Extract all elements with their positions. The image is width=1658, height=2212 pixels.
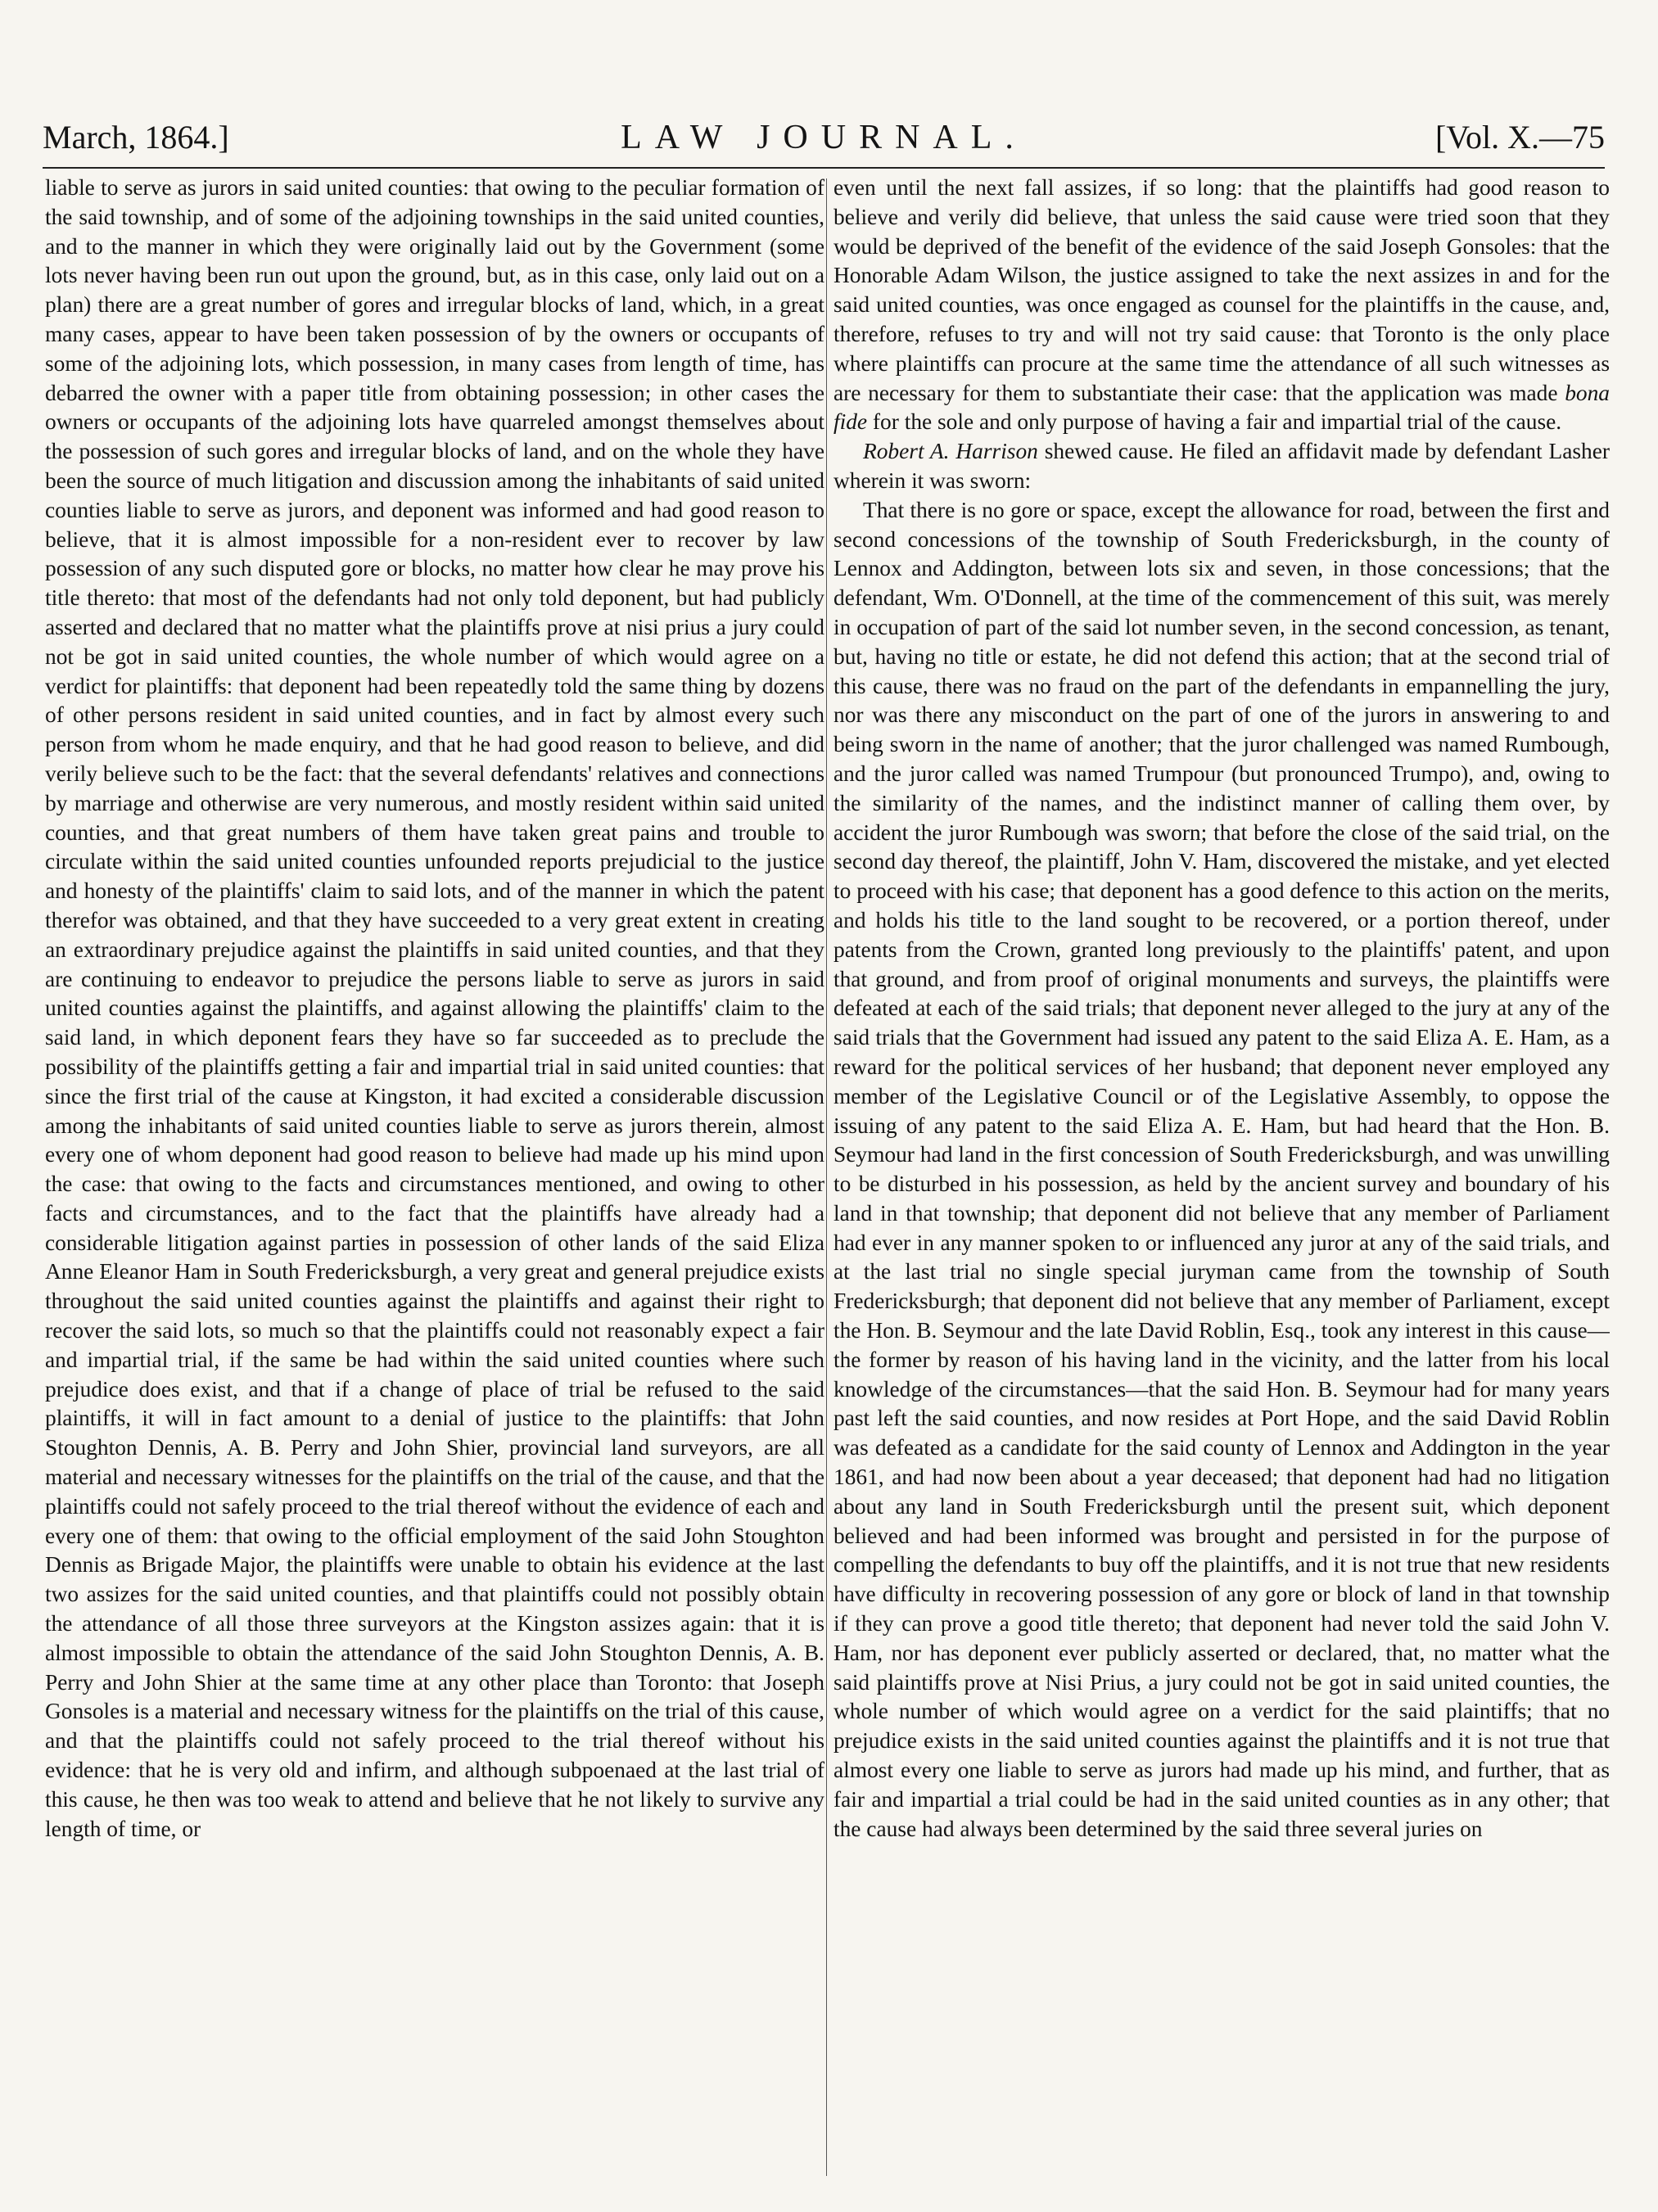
counsel-name: Robert A. Harrison xyxy=(863,439,1038,464)
latin-phrase: bona fide xyxy=(834,380,1610,435)
header-volume-page: [Vol. X.—75 xyxy=(1434,119,1605,156)
right-paragraph-1 xyxy=(834,174,1610,437)
left-column xyxy=(45,174,824,2181)
right-paragraph-2-text: shewed cause. He filed an affidavit made by defendant Lasher wherein it was sworn: xyxy=(834,439,1610,493)
right-paragraph-3: That there is no gore or space, except the allowance for road, between the first and second concessions of the township of South Fredericksburgh, in the county of Lennox and Addington, between lots six and seven, in those concessions; that the defendant, Wm. O'Donnell, at the time of the commencement of this suit, was merely in occupation of part of the said lot number seven, in the second concession, as tenant, but, having no title or estate, he did not defend this action; that at the second trial of this cause, there was no fraud on the part of the defendants in empannelling the jury, nor was there any misconduct on the part of one of the jurors in answering to and being sworn in the name of another; that the juror challenged was named Rumbough, and the juror called was named Trumpour (but pronounced Trumpo), and, owing to the similarity of the names, and the indistinct manner of calling them over, by accident the juror Rumbough was sworn; that before the close of the said trial, on the second day thereof, the plaintiff, John V. Ham, discovered the mistake, and yet elected to proceed with his case; that deponent has a good defence to this action on the merits, and holds his title to the land sought to be recovered, or a portion thereof, under patents from the Crown, granted long previously to the plaintiffs' patent, and upon that ground, and from proof of original monuments and surveys, the plaintiffs were defeated at each of the said trials; that deponent never alleged to the jury at any of the said trials that the Government had issued any patent to the said Eliza A. E. Ham, as a reward for the political services of her husband; that deponent never employed any member of the Legislative Council or of the Legislative Assembly, to oppose the issuing of any patent to the said Eliza A. E. Ham, but had heard that the Hon. B. Seymour had land in the first concession of South Fredericksburgh, and was unwilling to be disturbed in his possession, as held by the ancient survey and boundary of his land in that township; that deponent did not believe that any member of Parliament had ever in any manner spoken to or influenced any juror at any of the said trials, and at the last trial no single special juryman came from the township of South Fredericksburgh; that deponent did not believe that any member of Parliament, except the Hon. B. Seymour and the late David Roblin, Esq., took any interest in this cause—the former by reason of his having land in the vicinity, and the latter from his local knowledge of the circumstances—that the said Hon. B. Seymour had for many years past left the said counties, and now resides at Port Hope, and the said David Roblin was defeated as a candidate for the said county of Lennox and Addington in the year 1861, and had now been about a year deceased; that deponent had had no litigation about any land in South Fredericksburgh until the present suit, which deponent believed and had been informed was brought and persisted in for the purpose of compelling the defendants to buy off the plaintiffs, and it is not true that new residents have difficulty in recovering possession of any gore or block of land in that township if they can prove a good title thereto; that deponent had never told the said John V. Ham, nor has deponent ever publicly asserted or declared, that, no matter what the said plaintiffs prove at Nisi Prius, a jury could not be got in said united counties, the whole number of which would agree on a verdict for the said plaintiffs; that no prejudice exists in the said united counties against the plaintiffs and it is not true that almost every one liable to serve as jurors had made up his mind, and further, that as fair and impartial a trial could be had in the said united counties as in any other; that the cause had always been determined by the said three several juries on xyxy=(834,497,1610,1841)
right-column xyxy=(834,174,1610,2181)
right-paragraph-1-text: even until the next fall assizes, if so long: that the plaintiffs had good reason to believe and verily did believe, that unless the said cause were tried soon that they would be deprived of the benefit of the evidence of the said Joseph Gonsoles: that the Honorable Adam Wilson, the justice assigned to take the next assizes in and for the said united counties, was once engaged as counsel for the plaintiffs in the cause, and, therefore, refuses to try and will not try said cause: that Toronto is the only place where plaintiffs can procure at the same time the attendance of all such witnesses as are necessary for them to substantiate their case: that the application was made xyxy=(834,175,1610,405)
header-date: March, 1864.] xyxy=(43,119,229,156)
header-rule xyxy=(43,167,1605,169)
journal-title: LAW JOURNAL. xyxy=(621,119,1027,156)
right-paragraph-2 xyxy=(834,437,1610,496)
column-divider xyxy=(826,178,827,2176)
left-paragraph: liable to serve as jurors in said united counties: that owing to the peculiar formation of the said township, and of some of the adjoining townships in the said united counties, and to the manner in which they were originally laid out by the Government (some lots never having been run out upon the ground, but, as in this case, only laid out on a plan) there are a great number of gores and irregular blocks of land, which, in a great many cases, appear to have been taken possession of by the owners or occupants of some of the adjoining lots, which possession, in many cases from length of time, has debarred the owner with a paper title from obtaining possession; in other cases the owners or occupants of the adjoining lots have quarreled amongst themselves about the possession of such gores and irregular blocks of land, and on the whole they have been the source of much litigation and discussion among the inhabitants of said united counties liable to serve as jurors, and deponent was informed and had good reason to believe, that it is almost impossible for a non-resident ever to recover by law possession of any such disputed gore or blocks, no matter how clear he may prove his title thereto: that most of the defendants had not only told deponent, but had publicly asserted and declared that no matter what the plaintiffs prove at nisi prius a jury could not be got in said united counties, the whole number of which would agree on a verdict for plaintiffs: that deponent had been repeatedly told the same thing by dozens of other persons resident in said united counties, and in fact by almost every such person from whom he made enquiry, and that he had good reason to believe, and did verily believe such to be the fact: that the several defendants' relatives and connections by marriage and otherwise are very numerous, and mostly resident within said united counties, and that great numbers of them have taken great pains and trouble to circulate within the said united counties unfounded reports prejudicial to the justice and honesty of the plaintiffs' claim to said lots, and of the manner in which the patent therefor was obtained, and that they have succeeded to a very great extent in creating an extraordinary prejudice against the plaintiffs in said united counties, and that they are continuing to endeavor to prejudice the persons liable to serve as jurors in said united counties against the plaintiffs, and against allowing the plaintiffs' claim to the said land, in which deponent fears they have so far succeeded as to preclude the possibility of the plaintiffs getting a fair and impartial trial in said united counties: that since the first trial of the cause at Kingston, it had excited a considerable discussion among the inhabitants of said united counties liable to serve as jurors therein, almost every one of whom deponent had good reason to believe had made up his mind upon the case: that owing to the facts and circumstances mentioned, and owing to other facts and circumstances, and to the fact that the plaintiffs have already had a considerable litigation against parties in possession of other lands of the said Eliza Anne Eleanor Ham in South Fredericksburgh, a very great and general prejudice exists throughout the said united counties against the plaintiffs and against their right to recover the said lots, so much so that the plaintiffs could not reasonably expect a fair and impartial trial, if the same be had within the said united counties where such prejudice does exist, and that if a change of place of trial be refused to the said plaintiffs, it will in fact amount to a denial of justice to the plaintiffs: that John Stoughton Dennis, A. B. Perry and John Shier, provincial land surveyors, are all material and necessary witnesses for the plaintiffs on the trial of the cause, and that the plaintiffs could not safely proceed to the trial thereof without the evidence of each and every one of them: that owing to the official employment of the said John Stoughton Dennis as Brigade Major, the plaintiffs were unable to obtain his evidence at the last two assizes for the said united counties, and that plaintiffs could not possibly obtain the attendance of all those three surveyors at the Kingston assizes again: that it is almost impossible to obtain the attendance of the said John Stoughton Dennis, A. B. Perry and John Shier at the same time at any other place than Toronto: that Joseph Gonsoles is a material and necessary witness for the plaintiffs on the trial of this cause, and that the plaintiffs could not safely proceed to the trial thereof without his evidence: that he is very old and infirm, and although subpoenaed at the last trial of this cause, he then was too weak to attend and believe that he not likely to survive any length of time, or xyxy=(45,175,824,1841)
page-header xyxy=(43,106,1605,156)
right-paragraph-1-end: for the sole and only purpose of having a fair and impartial trial of the cause. xyxy=(867,409,1562,435)
